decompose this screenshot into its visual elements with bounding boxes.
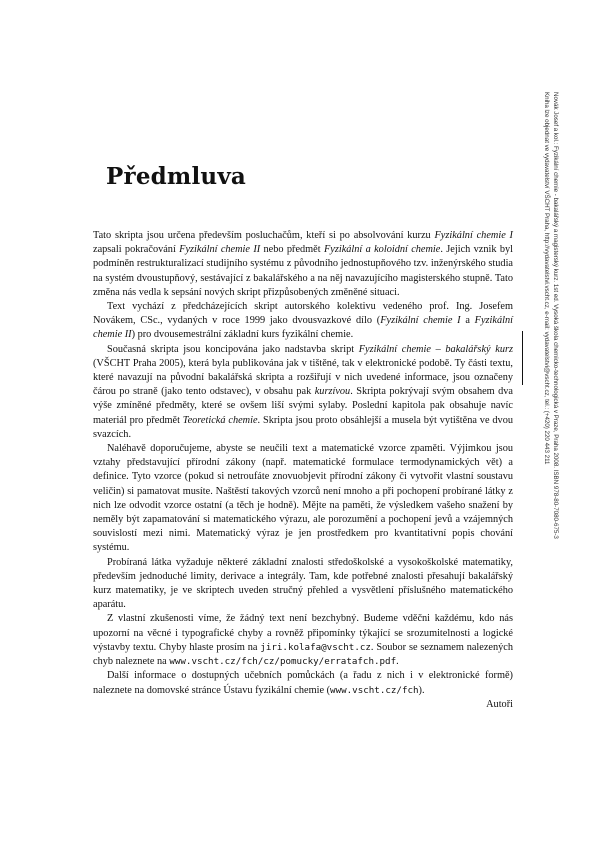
paragraph-advice: Naléhavě doporučujeme, abyste se neučili text a matematické vzorce zpaměti. Výjimkou jsou vztahy představující přírodní zákony (např. matematické formulace termodynamických vět) a definice. Tyto vzorce (pokud si netroufáte znovuobjevit přírodní zákony či vytvořit vlastní soustavu veličin) si pamatovat musíte. Naštěstí takových vzorců není mnoho a při pochopení probírané látky z nich lze odvodit vzorce ostatní (a těch je hodně). Mějte na paměti, že výsledkem vašeho snažení by neměly být zapamatování si matematického výrazu, ale porozumění a pochopení jevů a vzájemných souvislostí mezi nimi. Matematický výraz je jen prostředkem pro kvantitativní popis chování systému.: [93, 443, 513, 554]
email-link[interactable]: jiri.kolafa@vscht.cz: [260, 641, 371, 653]
paragraph-prerequisites: Probíraná látka vyžaduje některé základní znalosti středoškolské a vysokoškolské matematiky, především jednoduché limity, derivace a integrály. Tam, kde potřebné znalosti přesahují bakalářský kurz matematiky, je ve skriptech uveden stručný přehled a vysvětlení příslušného matematického aparátu.: [93, 556, 513, 611]
paragraph-resources: [93, 669, 513, 697]
course-name: Teoretická chemie: [182, 414, 258, 426]
text-span: ).: [418, 684, 425, 696]
side-citation-note: [530, 92, 560, 652]
course-name: Fyzikální a koloidní chemie: [323, 244, 441, 256]
paragraph-errata: [93, 612, 513, 669]
book-title: Fyzikální chemie II: [93, 315, 513, 341]
text-span: . Skripta pokrývají svým obsahem dva výše zmíněné předměty, které se ovšem liší svými sylaby. Poslední kapitola pak obsahuje navíc materiál pro předmět: [93, 386, 513, 426]
text-span: Tato skripta jsou určena především posluchačům, kteří si po absolvování kurzu: [93, 230, 435, 241]
paragraph-intro: [93, 229, 513, 300]
citation-line: Novák Josef a kol.: Fyzikální chemie - bakalářský a magisterský kurz. 1st ed. Vysoká škola chemicko-technologická v Praze, Praha 2008. ISBN 978-80-7080-675-3: [552, 92, 559, 539]
book-title: Fyzikální chemie I: [380, 315, 461, 327]
course-name: Fyzikální chemie I: [434, 230, 513, 241]
text-span: zapsali pokračování: [93, 244, 180, 256]
preface-body: [93, 229, 513, 712]
text-span: ) pro dvousemestrální základní kurs fyzikální chemie.: [131, 329, 354, 341]
book-title: Fyzikální chemie – bakalářský kurz: [358, 343, 513, 355]
homepage-url-link[interactable]: www.vscht.cz/fch: [330, 684, 419, 696]
chapter-title: Předmluva: [106, 163, 246, 190]
errata-url-link[interactable]: www.vscht.cz/fch/cz/pomucky/erratafch.pdf: [169, 656, 397, 668]
emphasis: kurzívou: [314, 386, 351, 398]
text-span: nebo předmět: [260, 244, 324, 256]
text-span: . Skripta jsou proto obsáhlejší a musela být vytištěna ve dvou svazcích.: [93, 414, 513, 440]
text-span: Další informace o dostupných učebních pomůckách (a řadu z nich i v elektronické formě) naleznete na domovské stránce Ústavu fyzikální chemie (: [93, 670, 513, 696]
text-span: . Jejich vznik byl podmíněn restrukturalizací studijního systému z původního jednostupňového tzv. inženýrského studia na systém dvoustupňový, sestávající z bakalářského a na něj navazujícího magisterského stupně. Tato změna nás vedla k sepsání nových skript přizpůsobených změněné situaci.: [93, 244, 514, 298]
order-info-line: Kniha lze objednat ve vydavatelství VŠCHT Praha, http://vydavatelstvi.vscht.cz, e-mail: vydavatelstvi@vscht.cz, tel.: (+420) 220 443 211: [543, 92, 550, 465]
text-span: Z vlastní zkušenosti víme, že žádný text není bezchybný. Budeme vděčni každému, kdo nás upozorní na věcné i typografické chyby a rovněž připomínky týkající se srozumitelnosti a logické výstavby textu. Chyby hlaste prosím na: [93, 613, 513, 653]
authors-signature: Autoři: [486, 698, 513, 710]
course-name: Fyzikální chemie II: [179, 244, 261, 256]
text-span: . Soubor se seznamem nalezených chyb naleznete na: [93, 641, 513, 668]
text-span: Současná skripta jsou koncipována jako nadstavba skript: [107, 343, 359, 355]
change-marker-bar: [522, 331, 523, 385]
paragraph-origin: [93, 300, 513, 343]
text-span: a: [460, 315, 475, 327]
text-span: (VŠCHT Praha 2005), která byla publikována jak v tištěné, tak v elektronické podobě. Ty části textu, které navazují na původní bakalářská skripta a rozšiřují v nich uvedené informace, jsou označeny čárou po straně (jako tento odstavec), v obsahu pak: [93, 357, 513, 398]
paragraph-structure: [93, 343, 513, 442]
text-span: .: [396, 656, 399, 668]
text-span: Text vychází z předcházejících skript autorského kolektivu vedeného prof. Ing. Josefem Novákem, CSc., vydaných v roce 1999 jako dvousvazkové dílo (: [93, 301, 513, 327]
